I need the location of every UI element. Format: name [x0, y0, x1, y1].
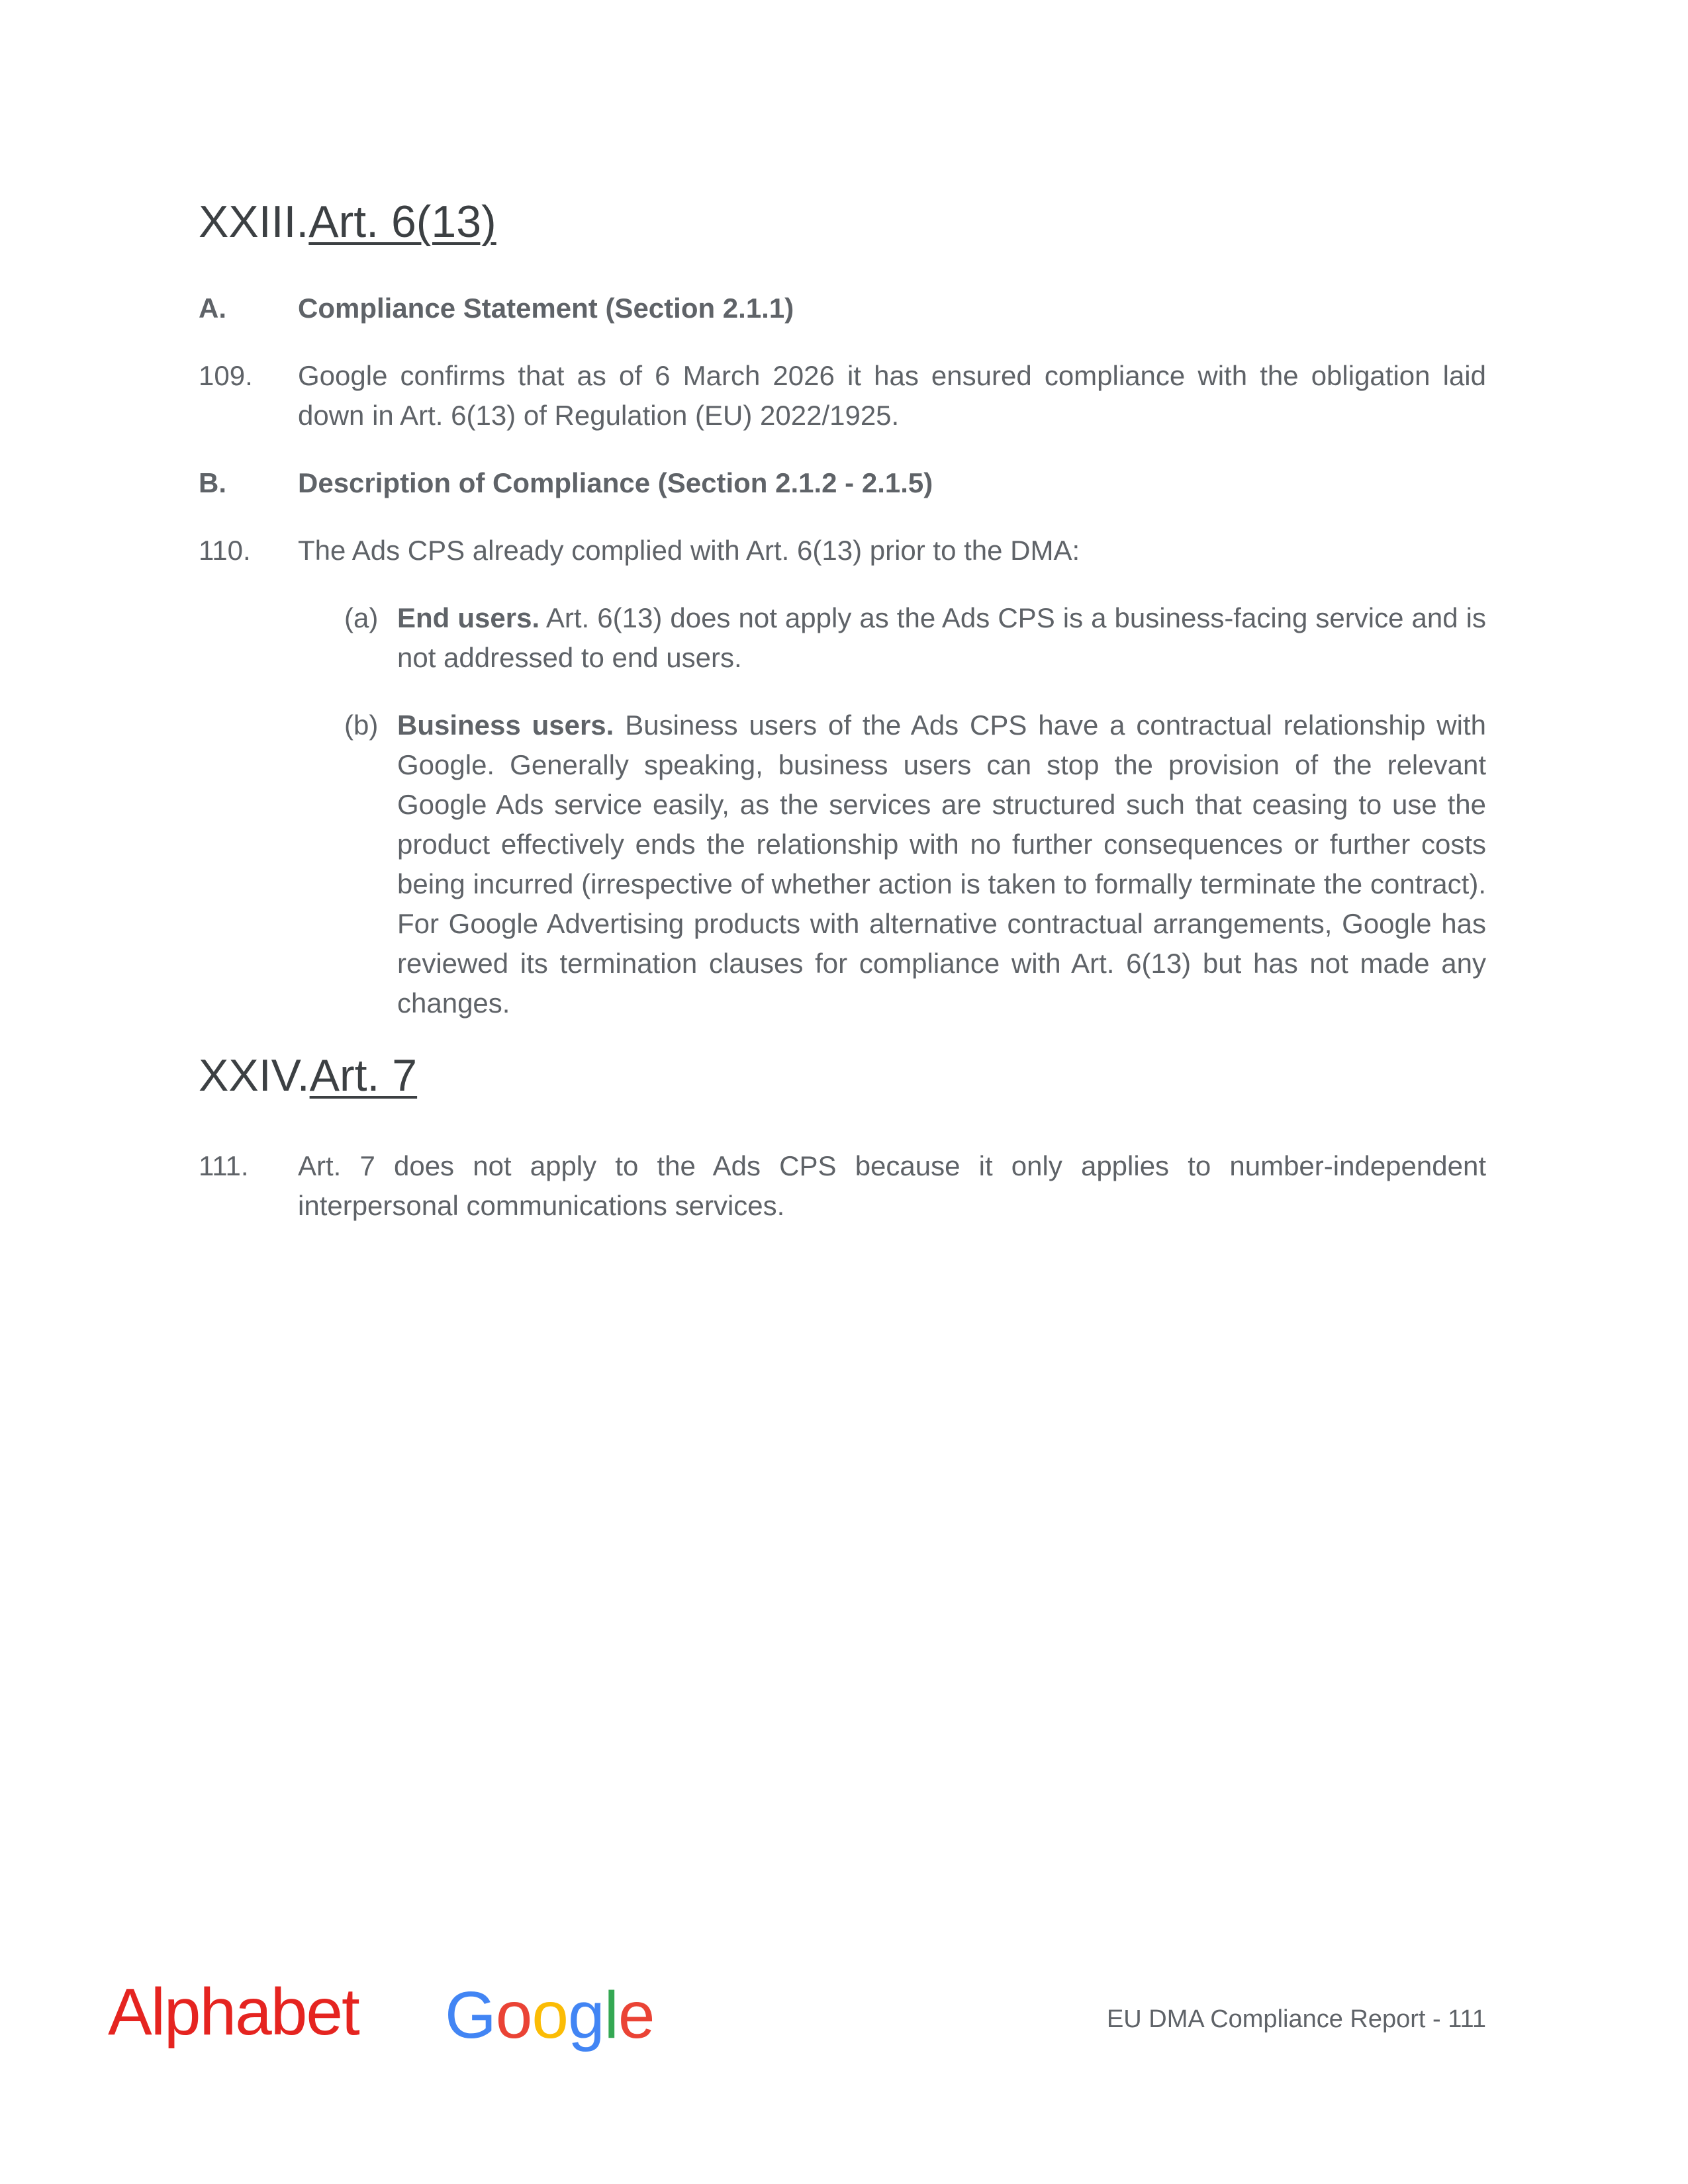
section-title-link[interactable]: Art. 7	[309, 1050, 418, 1101]
subsection-letter-a: A.	[199, 293, 226, 324]
paragraph-111: Art. 7 does not apply to the Ads CPS because it only applies to number-independent interpersonal communications services.	[298, 1150, 1486, 1221]
sub-item-bold-b: Business users.	[397, 709, 614, 741]
subsection-letter-b: B.	[199, 467, 226, 498]
alphabet-logo: Alphabet	[108, 1975, 359, 2049]
subsection-title-a: Compliance Statement (Section 2.1.1)	[298, 293, 794, 324]
paragraph-number-110: 110.	[199, 535, 251, 566]
paragraph-number-111: 111.	[199, 1150, 249, 1181]
section-heading-xxiv	[199, 1049, 417, 1103]
footer-page-label: EU DMA Compliance Report - 111	[1106, 2005, 1486, 2033]
subsection-title-b: Description of Compliance (Section 2.1.2 - 2.1.5)	[298, 467, 933, 498]
section-heading-xxiii	[199, 195, 496, 250]
section-numeral: XXIII.	[199, 197, 309, 247]
google-logo: Google	[445, 1978, 655, 2052]
sub-item-text-b: Business users of the Ads CPS have a contractual relationship with Google. Generally speaking, business users can stop the provision of the relevant Google Ads service easily, as the services are structured such that ceasing to use the product effectively ends the relationship with no further consequences or further costs being incurred (irrespective of whether action is taken to formally terminate the contract). For Google Advertising products with alternative contractual arrangements, Google has reviewed its termination clauses for compliance with Art. 6(13) but has not made any changes.	[397, 709, 1486, 1019]
section-numeral: XXIV.	[199, 1050, 310, 1101]
sub-item-b	[397, 705, 1486, 1023]
sub-item-bold-a: End users.	[397, 602, 540, 633]
sub-item-label-a: (a)	[344, 602, 379, 633]
paragraph-number-109: 109.	[199, 360, 253, 391]
sub-item-label-b: (b)	[344, 709, 379, 741]
section-title-link[interactable]: Art. 6(13)	[308, 197, 496, 247]
paragraph-109: Google confirms that as of 6 March 2026 it has ensured compliance with the obligation laid down in Art. 6(13) of Regulation (EU) 2022/1925.	[298, 360, 1486, 431]
paragraph-110: The Ads CPS already complied with Art. 6(13) prior to the DMA:	[298, 535, 1080, 566]
sub-item-text-a: Art. 6(13) does not apply as the Ads CPS is a business-facing service and is not addressed to end users.	[397, 602, 1486, 673]
sub-item-a	[397, 598, 1486, 678]
